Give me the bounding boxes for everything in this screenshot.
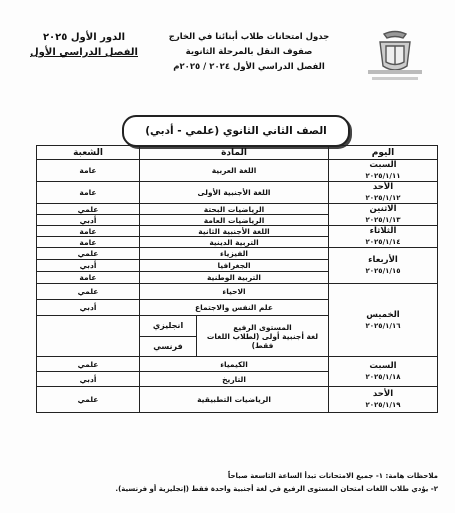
table-row <box>37 204 438 215</box>
day-date: ٢٠٢٥/١/١٢ <box>365 194 401 202</box>
branch-cell: عامة <box>37 160 140 182</box>
day-cell <box>329 357 438 387</box>
day-date: ٢٠٢٥/١/١٩ <box>365 401 401 409</box>
header-branch: الشعبة <box>37 146 140 160</box>
table-row <box>37 160 438 182</box>
subject-cell: علم النفس والاجتماع <box>140 300 329 316</box>
subject-cell: اللغة العربية <box>140 160 329 182</box>
day-cell <box>329 284 438 357</box>
heading-line-1: جدول امتحانات طلاب أبنائنا في الخارج <box>168 32 330 42</box>
branch-cell: أدبي <box>37 260 140 272</box>
heading-line-3: الفصل الدراسي الأول ٢٠٢٤ / ٢٠٢٥م <box>173 62 325 72</box>
advanced-level-info <box>197 316 328 356</box>
advanced-level-note: لغة أجنبية أولى (لطلاب اللغات فقط) <box>206 331 319 350</box>
branch-cell: أدبي <box>37 372 140 387</box>
table-row <box>37 284 438 300</box>
heading-line-2: صفوف النقل بالمرحلة الثانوية <box>185 47 313 57</box>
subject-cell: اللغة الأجنبية الثانية <box>140 226 329 237</box>
branch-cell: علمي <box>37 357 140 372</box>
language-options <box>140 316 197 356</box>
table-row <box>37 387 438 413</box>
subject-cell: التاريخ <box>140 372 329 387</box>
header-subject: المادة <box>140 146 329 160</box>
day-date: ٢٠٢٥/١/١٦ <box>365 321 401 330</box>
advanced-level-label: المستوى الرفيع <box>233 322 292 332</box>
table-row <box>37 248 438 260</box>
subject-cell: الرياضيات العامة <box>140 215 329 226</box>
day-name: الأحد <box>372 182 394 192</box>
subject-cell: الاحياء <box>140 284 329 300</box>
branch-cell: عامة <box>37 182 140 204</box>
subject-cell: الرياضيات البحتة <box>140 204 329 215</box>
day-date: ٢٠٢٥/١/١٨ <box>365 373 401 381</box>
day-cell <box>329 182 438 204</box>
important-notes <box>36 470 438 496</box>
ministry-of-education-logo <box>362 28 428 84</box>
branch-cell: عامة <box>37 226 140 237</box>
session-label: الدور الأول ٢٠٢٥ <box>42 32 126 43</box>
table-row <box>37 226 438 237</box>
day-date: ٢٠٢٥/١/١٥ <box>365 267 401 275</box>
subject-cell: التربية الوطنية <box>140 272 329 284</box>
subject-cell: الجغرافيا <box>140 260 329 272</box>
day-cell <box>329 160 438 182</box>
day-name: الأربعاء <box>368 255 398 265</box>
day-date: ٢٠٢٥/١/١٤ <box>365 238 401 246</box>
language-french: فرنسي <box>153 341 183 351</box>
document-heading <box>158 30 340 75</box>
branch-cell: علمي <box>37 248 140 260</box>
branch-cell: أدبي <box>37 215 140 226</box>
subject-cell: الرياضيات التطبيقية <box>140 387 329 413</box>
branch-cell: علمي <box>37 387 140 413</box>
note-2: ٢- يؤدي طلاب اللغات امتحان المستوى الرفيع في لغة أجنبية واحدة فقط (إنجليزية أو فرنسية). <box>115 485 438 493</box>
day-name: السبت <box>369 361 397 371</box>
day-date: ٢٠٢٥/١/١٣ <box>365 216 401 224</box>
day-cell <box>329 226 438 248</box>
term-label: الفصل الدراسي الأول <box>30 47 138 58</box>
branch-cell <box>37 316 140 357</box>
day-name: الخميس <box>366 309 400 320</box>
header-day: اليوم <box>329 146 438 160</box>
note-1: ملاحظات هامة: ١- جميع الامتحانات تبدأ الساعة التاسعة صباحاً <box>227 472 438 480</box>
table-row <box>37 182 438 204</box>
branch-cell: علمي <box>37 204 140 215</box>
day-name: السبت <box>369 160 397 170</box>
table-header-row <box>37 146 438 160</box>
grade-banner: الصف الثاني الثانوي (علمي - أدبي) <box>122 115 350 147</box>
subject-cell: الفيزياء <box>140 248 329 260</box>
branch-cell: عامة <box>37 237 140 248</box>
day-name: الأحد <box>372 389 394 399</box>
language-english: انجليزي <box>140 316 196 337</box>
day-name: الثلاثاء <box>369 226 397 236</box>
table-row <box>37 357 438 372</box>
subject-cell: التربية الدينية <box>140 237 329 248</box>
subject-cell: اللغة الأجنبية الأولى <box>140 182 329 204</box>
day-cell <box>329 387 438 413</box>
schedule-table <box>36 145 438 413</box>
day-name: الاثنين <box>369 204 397 214</box>
day-cell <box>329 248 438 284</box>
session-info <box>14 30 154 60</box>
day-cell <box>329 204 438 226</box>
subject-cell <box>140 316 329 357</box>
branch-cell: عامة <box>37 272 140 284</box>
branch-cell: أدبي <box>37 300 140 316</box>
day-date: ٢٠٢٥/١/١١ <box>365 172 401 180</box>
subject-cell: الكيمياء <box>140 357 329 372</box>
branch-cell: علمي <box>37 284 140 300</box>
